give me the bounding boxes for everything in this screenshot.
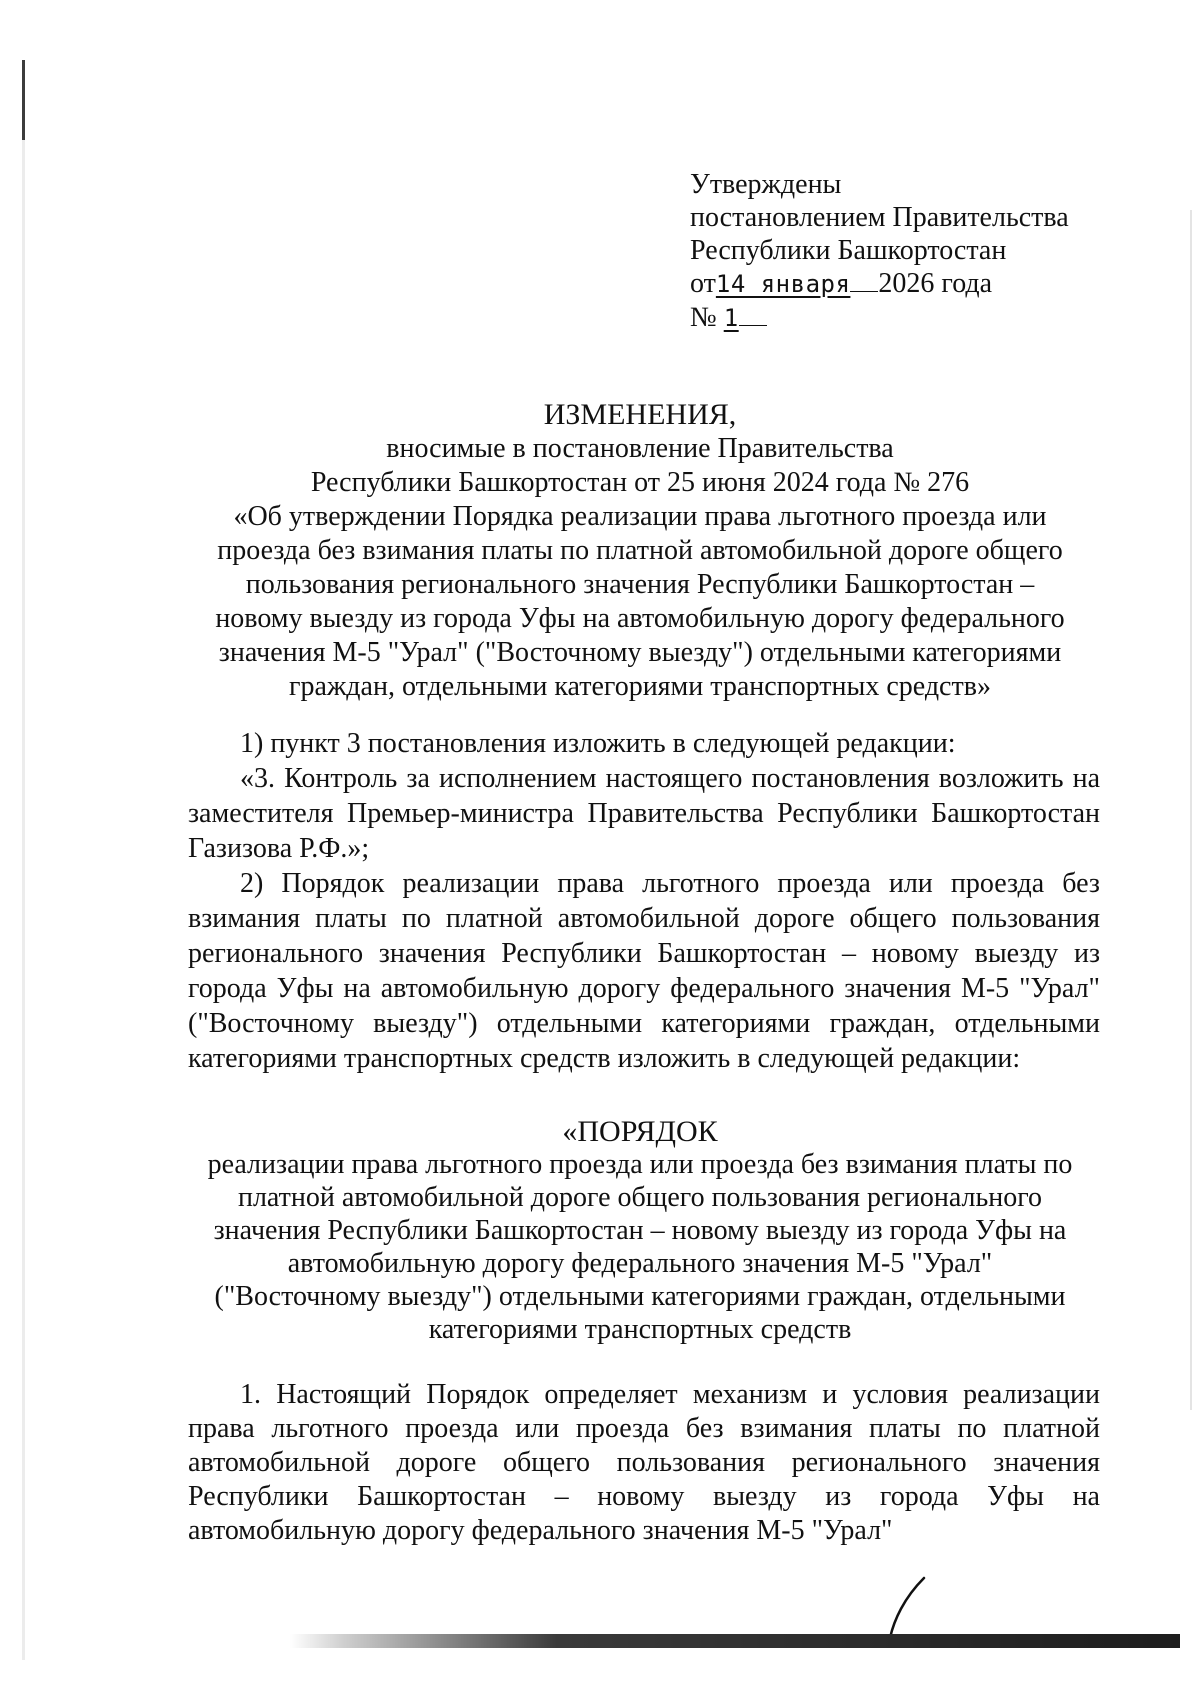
item-1-quote: «3. Контроль за исполнением настоящего постановления возложить на заместителя Премьер-министра Правительства Республики Башкортостан Газизова Р.Ф.»;: [188, 763, 1100, 864]
approval-line-1: Утверждены: [690, 169, 842, 200]
signature-stroke: [880, 1570, 960, 1640]
order-line-2: платной автомобильной дороге общего пользования регионального: [237, 1182, 1043, 1213]
date-underline: [850, 290, 878, 292]
date-prefix: от: [690, 268, 716, 299]
bottom-scan-rule: [290, 1634, 1180, 1648]
scan-edge-mark: [22, 60, 25, 1660]
order-title-block: [180, 1115, 1100, 1346]
order-line-6: категориями транспортных средств: [428, 1314, 852, 1345]
date-handwritten: 14 января: [715, 270, 851, 298]
changes-body: [188, 726, 1100, 1076]
changes-line-7: значения М-5 "Урал" ("Восточному выезду") отдельными категориями: [218, 637, 1062, 668]
approval-block: [690, 168, 1069, 335]
changes-line-8: граждан, отдельными категориями транспортных средств»: [289, 671, 991, 702]
changes-line-5: пользования регионального значения Республики Башкортостан –: [245, 569, 1035, 600]
number-handwritten: 1: [723, 304, 739, 332]
item-1: 1) пункт 3 постановления изложить в следующей редакции:: [240, 728, 956, 759]
order-line-3: значения Республики Башкортостан – новому выезду из города Уфы на: [213, 1215, 1067, 1246]
scan-edge-shadow: [1190, 210, 1192, 1410]
order-line-1: реализации права льготного проезда или проезда без взимания платы по: [207, 1149, 1073, 1180]
approval-number-line: [690, 301, 1069, 335]
date-suffix: 2026 года: [878, 268, 993, 299]
changes-line-3: «Об утверждении Порядка реализации права льготного проезда или: [233, 501, 1047, 532]
item-2: 2) Порядок реализации права льготного проезда или проезда без взимания платы по платной автомобильной дороге общего пользования регионального значения Республики Башкортостан – новому выезду из города Уфы на автомобильную дорогу федерального значения М-5 "Урал" ("Восточному выезду") отдельными категориями граждан, отдельными категориями транспортных средств изложить в следующей редакции:: [188, 868, 1100, 1074]
number-underline: [739, 324, 767, 326]
order-body: [188, 1378, 1100, 1548]
approval-line-3: Республики Башкортостан: [690, 235, 1007, 266]
changes-line-4: проезда без взимания платы по платной автомобильной дороге общего: [217, 535, 1063, 566]
changes-line-2: Республики Башкортостан от 25 июня 2024 года № 276: [310, 467, 970, 498]
changes-line-6: новому выезду из города Уфы на автомобильную дорогу федерального: [215, 603, 1065, 634]
approval-line-2: постановлением Правительства: [690, 202, 1069, 233]
order-line-5: ("Восточному выезду") отдельными категориями граждан, отдельными: [214, 1281, 1066, 1312]
changes-line-1: вносимые в постановление Правительства: [386, 433, 894, 464]
approval-date-line: [690, 267, 1069, 301]
changes-title-block: [180, 398, 1100, 704]
changes-heading: ИЗМЕНЕНИЯ,: [543, 398, 737, 431]
order-line-4: автомобильную дорогу федерального значения М-5 "Урал": [287, 1248, 993, 1279]
order-heading: «ПОРЯДОК: [562, 1115, 718, 1148]
order-point-1: 1. Настоящий Порядок определяет механизм и условия реализации права льготного проезда или проезда без взимания платы по платной автомобильной дороге общего пользования регионального значения Республики Башкортостан – новому выезду из города Уфы на автомобильную дорогу федерального значения М-5 "Урал": [188, 1379, 1100, 1546]
number-prefix: №: [690, 302, 717, 333]
